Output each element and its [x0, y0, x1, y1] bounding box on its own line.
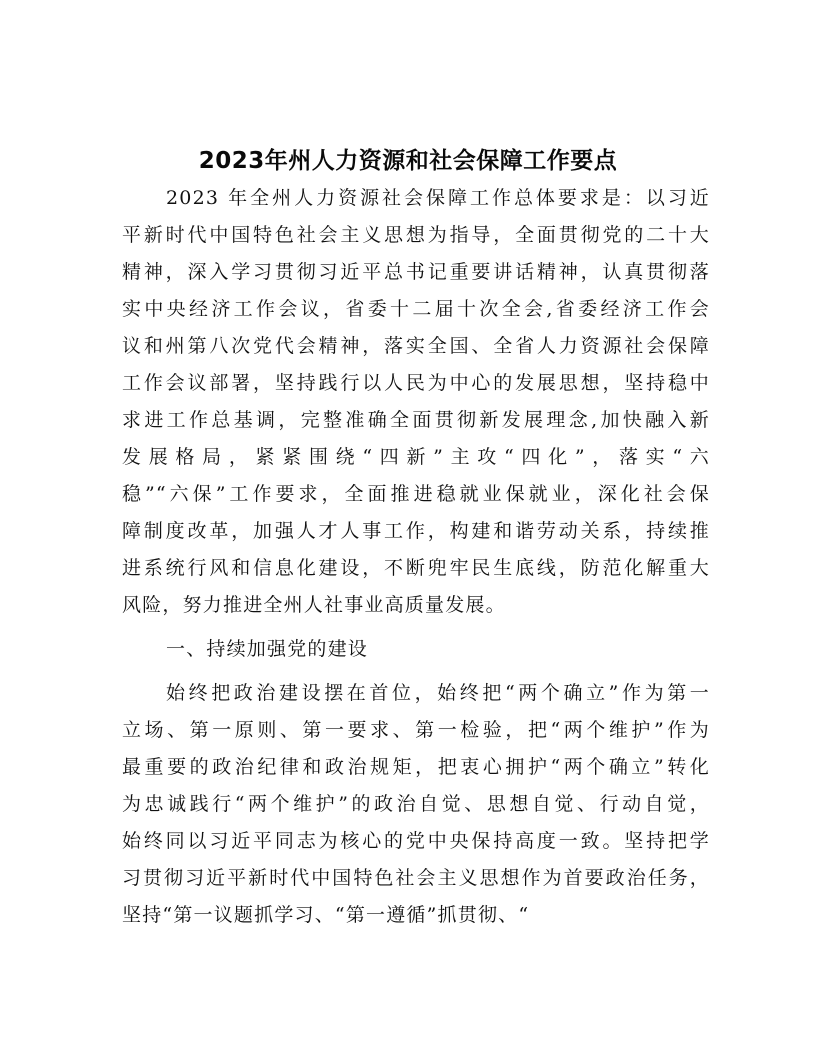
paragraph-2-line-1: 始终把政治建设摆在首位，始终把“两个确立”作为第一	[166, 682, 710, 704]
document-title: 2023年州人力资源和社会保障工作要点	[198, 148, 618, 174]
paragraph-1-line-1: 2023 年全州人力资源社会保障工作总体要求是：以习近	[166, 187, 710, 209]
paragraph-2-line-3: 最重要的政治纪律和政治规矩，把衷心拥护“两个确立”转化	[122, 756, 710, 778]
paragraph-1-line-6: 工作会议部署，坚持践行以人民为中心的发展思想，坚持稳中	[122, 372, 710, 394]
paragraph-2-line-5: 始终同以习近平同志为核心的党中央保持高度一致。坚持把学	[122, 830, 710, 852]
paragraph-1-line-8: 发展格局，紧紧围绕“四新”主攻“四化”，落实“六	[122, 446, 710, 468]
paragraph-1-line-2: 平新时代中国特色社会主义思想为指导，全面贯彻党的二十大	[122, 224, 710, 246]
paragraph-1-line-4: 实中央经济工作会议，省委十二届十次全会,省委经济工作会	[122, 298, 710, 320]
paragraph-2-line-6: 习贯彻习近平新时代中国特色社会主义思想作为首要政治任务，	[122, 867, 710, 889]
paragraph-2-line-2: 立场、第一原则、第一要求、第一检验，把“两个维护”作为	[122, 719, 710, 741]
spacer	[122, 668, 710, 675]
document-body	[122, 180, 710, 934]
spacer	[122, 624, 710, 631]
paragraph-1-line-3: 精神，深入学习贯彻习近平总书记重要讲话精神，认真贯彻落	[122, 261, 710, 283]
paragraph-1-line-11: 进系统行风和信息化建设，不断兜牢民生底线，防范化解重大	[122, 557, 710, 579]
paragraph-1-line-5: 议和州第八次党代会精神，落实全国、全省人力资源社会保障	[122, 335, 710, 357]
paragraph-1-line-9: 稳”“六保”工作要求，全面推进稳就业保就业，深化社会保	[122, 483, 710, 505]
paragraph-1-line-12: 风险，努力推进全州人社事业高质量发展。	[122, 594, 506, 616]
paragraph-2-line-4: 为忠诚践行“两个维护”的政治自觉、思想自觉、行动自觉，	[122, 793, 710, 815]
paragraph-1-line-10: 障制度改革，加强人才人事工作，构建和谐劳动关系，持续推	[122, 520, 710, 542]
paragraph-1-line-7: 求进工作总基调，完整准确全面贯彻新发展理念,加快融入新	[122, 409, 710, 431]
section-heading: 一、持续加强党的建设	[166, 638, 369, 660]
paragraph-2-line-7: 坚持“第一议题抓学习、“第一遵循”抓贯彻、“	[122, 904, 530, 926]
